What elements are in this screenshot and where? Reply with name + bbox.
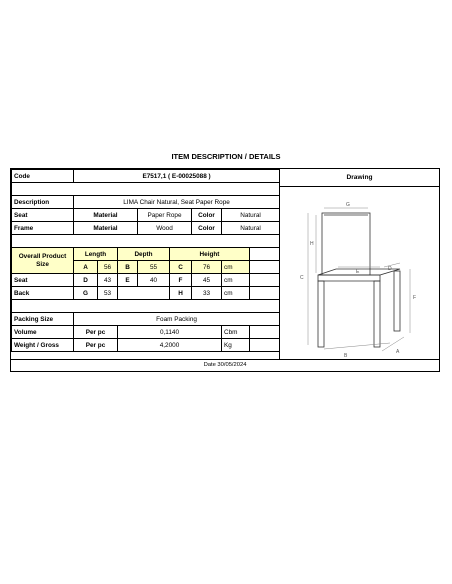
dim-g-value: 53	[98, 287, 118, 300]
frame-material-label: Material	[74, 222, 138, 235]
drawing-label-b: B	[344, 353, 348, 359]
volume-per: Per pc	[74, 326, 118, 339]
overall-unit: cm	[222, 261, 250, 274]
drawing-label-d: D	[388, 266, 392, 272]
dim-b-label: B	[118, 261, 138, 274]
drawing-label-a: A	[396, 349, 400, 355]
volume-value: 0,1140	[118, 326, 222, 339]
seat-material-label: Material	[74, 209, 138, 222]
dim-g-label: G	[74, 287, 98, 300]
frame-label: Frame	[12, 222, 74, 235]
seat-label: Seat	[12, 209, 74, 222]
weight-label: Weight / Gross	[12, 339, 74, 352]
date-footer: Date 30/05/2024	[11, 359, 439, 371]
seat-dims-label: Seat	[12, 274, 74, 287]
packing-row	[12, 313, 280, 326]
dim-f-value: 45	[192, 274, 222, 287]
seat-color-value: Natural	[222, 209, 280, 222]
dim-d-label: D	[74, 274, 98, 287]
code-label: Code	[12, 170, 74, 183]
item-sheet	[10, 168, 440, 372]
dim-h-label: H	[170, 287, 192, 300]
packing-label: Packing Size	[12, 313, 74, 326]
weight-unit: Kg	[222, 339, 250, 352]
page-title: ITEM DESCRIPTION / DETAILS	[171, 152, 281, 161]
chair-drawing	[280, 187, 440, 359]
dim-d-value: 43	[98, 274, 118, 287]
weight-per: Per pc	[74, 339, 118, 352]
weight-value: 4,2000	[118, 339, 222, 352]
volume-label: Volume	[12, 326, 74, 339]
depth-header: Depth	[118, 248, 170, 261]
dim-b-value: 55	[138, 261, 170, 274]
seat-color-label: Color	[192, 209, 222, 222]
drawing-area	[279, 187, 439, 359]
overall-size-label: Overall Product Size	[12, 248, 74, 274]
description-label: Description	[12, 196, 74, 209]
seat-material-value: Paper Rope	[138, 209, 192, 222]
description-row	[12, 196, 280, 209]
chair-outline	[318, 213, 400, 347]
frame-material-row	[12, 222, 280, 235]
drawing-header: Drawing	[279, 169, 439, 187]
weight-row	[12, 339, 280, 352]
back-dims-unit: cm	[222, 287, 250, 300]
volume-row	[12, 326, 280, 339]
length-header: Length	[74, 248, 118, 261]
back-dims-row	[12, 287, 280, 300]
dim-c-value: 76	[192, 261, 222, 274]
height-header: Height	[170, 248, 250, 261]
dim-e-value: 40	[138, 274, 170, 287]
dim-c-label: C	[170, 261, 192, 274]
drawing-label-f: F	[413, 295, 417, 301]
seat-dims-row	[12, 274, 280, 287]
drawing-label-e: E	[356, 269, 360, 275]
dim-a-value: 56	[98, 261, 118, 274]
drawing-label-h: H	[310, 241, 314, 247]
drawing-label-c: C	[300, 275, 304, 281]
packing-value: Foam Packing	[74, 313, 280, 326]
frame-color-label: Color	[192, 222, 222, 235]
dimension-lines	[308, 208, 410, 351]
volume-unit: Cbm	[222, 326, 250, 339]
frame-material-value: Wood	[138, 222, 192, 235]
seat-dims-unit: cm	[222, 274, 250, 287]
dim-e-label: E	[118, 274, 138, 287]
back-dims-label: Back	[12, 287, 74, 300]
code-row	[12, 170, 280, 183]
seat-material-row	[12, 209, 280, 222]
dim-f-label: F	[170, 274, 192, 287]
drawing-label-g: G	[346, 202, 350, 208]
description-value: LIMA Chair Natural, Seat Paper Rope	[74, 196, 280, 209]
dim-a-label: A	[74, 261, 98, 274]
overall-header-row	[12, 248, 280, 261]
spec-table	[11, 169, 280, 352]
frame-color-value: Natural	[222, 222, 280, 235]
code-value: E7517,1 ( E-00025088 )	[74, 170, 280, 183]
dim-h-value: 33	[192, 287, 222, 300]
